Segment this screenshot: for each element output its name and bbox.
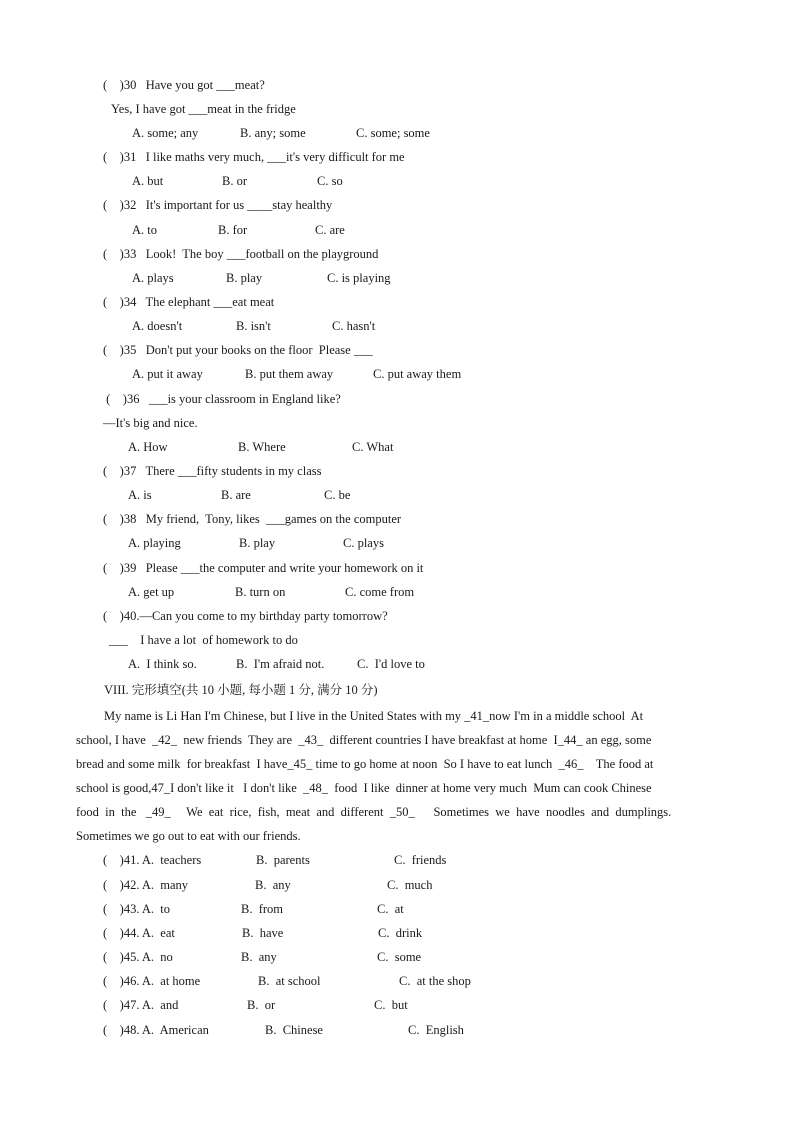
q40-sub: ___ I have a lot of homework to do xyxy=(109,633,298,647)
cloze-46-stem: ( )46. A. at home xyxy=(103,974,201,988)
q38-option-a: A. playing xyxy=(128,536,181,550)
cloze-47-option-c: C. but xyxy=(374,998,408,1012)
cloze-46-option-b: B. at school xyxy=(258,974,321,988)
q35-stem: ( )35 Don't put your books on the floor Please ___ xyxy=(103,343,373,357)
q31-option-b: B. or xyxy=(222,174,247,188)
cloze-45-option-c: C. some xyxy=(377,950,422,964)
cloze-41-option-b: B. parents xyxy=(256,853,310,867)
cloze-48-stem: ( )48. A. American xyxy=(103,1023,209,1037)
q40-option-b: B. I'm afraid not. xyxy=(236,657,325,671)
q37-option-c: C. be xyxy=(324,488,351,502)
cloze-41-stem: ( )41. A. teachers xyxy=(103,853,202,867)
q34-option-a: A. doesn't xyxy=(132,319,183,333)
cloze-46-option-c: C. at the shop xyxy=(399,974,471,988)
cloze-42-option-b: B. any xyxy=(255,878,291,892)
q32-option-a: A. to xyxy=(132,223,157,237)
passage-line: school is good,47_I don't like it I don't like _48_ food I like dinner at home very much Mum can cook Chinese xyxy=(76,781,652,795)
passage-line: My name is Li Han I'm Chinese, but I live in the United States with my _41_now I'm in a middle school At xyxy=(104,709,644,723)
passage-line: bread and some milk for breakfast I have_45_ time to go home at noon So I have to eat lunch _46_ The food at xyxy=(76,757,654,771)
q35-option-a: A. put it away xyxy=(132,367,203,381)
passage-line: Sometimes we go out to eat with our friends. xyxy=(76,829,301,843)
q36-sub: —It's big and nice. xyxy=(103,416,198,430)
q30-option-c: C. some; some xyxy=(356,126,430,140)
cloze-45-stem: ( )45. A. no xyxy=(103,950,173,964)
cloze-44-option-b: B. have xyxy=(242,926,284,940)
q37-stem: ( )37 There ___fifty students in my class xyxy=(103,464,322,478)
q40-option-a: A. I think so. xyxy=(128,657,197,671)
q30-stem: ( )30 Have you got ___meat? xyxy=(103,78,265,92)
q36-stem: ( )36 ___is your classroom in England like? xyxy=(103,392,341,406)
q38-stem: ( )38 My friend, Tony, likes ___games on the computer xyxy=(103,512,402,526)
q31-option-a: A. but xyxy=(132,174,164,188)
q38-option-c: C. plays xyxy=(343,536,384,550)
cloze-45-option-b: B. any xyxy=(241,950,277,964)
cloze-44-stem: ( )44. A. eat xyxy=(103,926,175,940)
q37-option-b: B. are xyxy=(221,488,251,502)
q40-stem: ( )40.—Can you come to my birthday party tomorrow? xyxy=(103,609,388,623)
cloze-43-option-c: C. at xyxy=(377,902,404,916)
q33-option-a: A. plays xyxy=(132,271,174,285)
q34-option-c: C. hasn't xyxy=(332,319,376,333)
q38-option-b: B. play xyxy=(239,536,276,550)
cloze-41-option-c: C. friends xyxy=(394,853,447,867)
q39-stem: ( )39 Please ___the computer and write your homework on it xyxy=(103,561,424,575)
cloze-47-option-b: B. or xyxy=(247,998,276,1012)
q33-option-b: B. play xyxy=(226,271,263,285)
q37-option-a: A. is xyxy=(128,488,152,502)
q31-option-c: C. so xyxy=(317,174,343,188)
cloze-44-option-c: C. drink xyxy=(378,926,423,940)
q35-option-c: C. put away them xyxy=(373,367,462,381)
passage-line: school, I have _42_ new friends They are _43_ different countries I have breakfast at home I_44_ an egg, some xyxy=(76,733,652,747)
q32-stem: ( )32 It's important for us ____stay healthy xyxy=(103,198,333,212)
q36-option-a: A. How xyxy=(128,440,168,454)
q31-stem: ( )31 I like maths very much, ___it's very difficult for me xyxy=(103,150,405,164)
passage-line: food in the _49_ We eat rice, fish, meat and different _50_ Sometimes we have noodles and dumplings. xyxy=(76,805,672,819)
cloze-42-option-c: C. much xyxy=(387,878,433,892)
q32-option-c: C. are xyxy=(315,223,345,237)
cloze-43-stem: ( )43. A. to xyxy=(103,902,171,916)
q33-stem: ( )33 Look! The boy ___football on the playground xyxy=(103,247,379,261)
q39-option-c: C. come from xyxy=(345,585,415,599)
q39-option-a: A. get up xyxy=(128,585,175,599)
q34-stem: ( )34 The elephant ___eat meat xyxy=(103,295,275,309)
q34-option-b: B. isn't xyxy=(236,319,271,333)
q30-option-b: B. any; some xyxy=(240,126,306,140)
section-heading: VIII. 完形填空(共 10 小题, 每小题 1 分, 满分 10 分) xyxy=(104,683,378,697)
q39-option-b: B. turn on xyxy=(235,585,286,599)
cloze-43-option-b: B. from xyxy=(241,902,284,916)
cloze-47-stem: ( )47. A. and xyxy=(103,998,179,1012)
cloze-48-option-c: C. English xyxy=(408,1023,464,1037)
q33-option-c: C. is playing xyxy=(327,271,391,285)
q40-option-c: C. I'd love to xyxy=(357,657,425,671)
q35-option-b: B. put them away xyxy=(245,367,334,381)
cloze-48-option-b: B. Chinese xyxy=(265,1023,323,1037)
q36-option-b: B. Where xyxy=(238,440,286,454)
q30-sub: Yes, I have got ___meat in the fridge xyxy=(111,102,296,116)
cloze-42-stem: ( )42. A. many xyxy=(103,878,189,892)
q32-option-b: B. for xyxy=(218,223,248,237)
q36-option-c: C. What xyxy=(352,440,394,454)
q30-option-a: A. some; any xyxy=(132,126,199,140)
